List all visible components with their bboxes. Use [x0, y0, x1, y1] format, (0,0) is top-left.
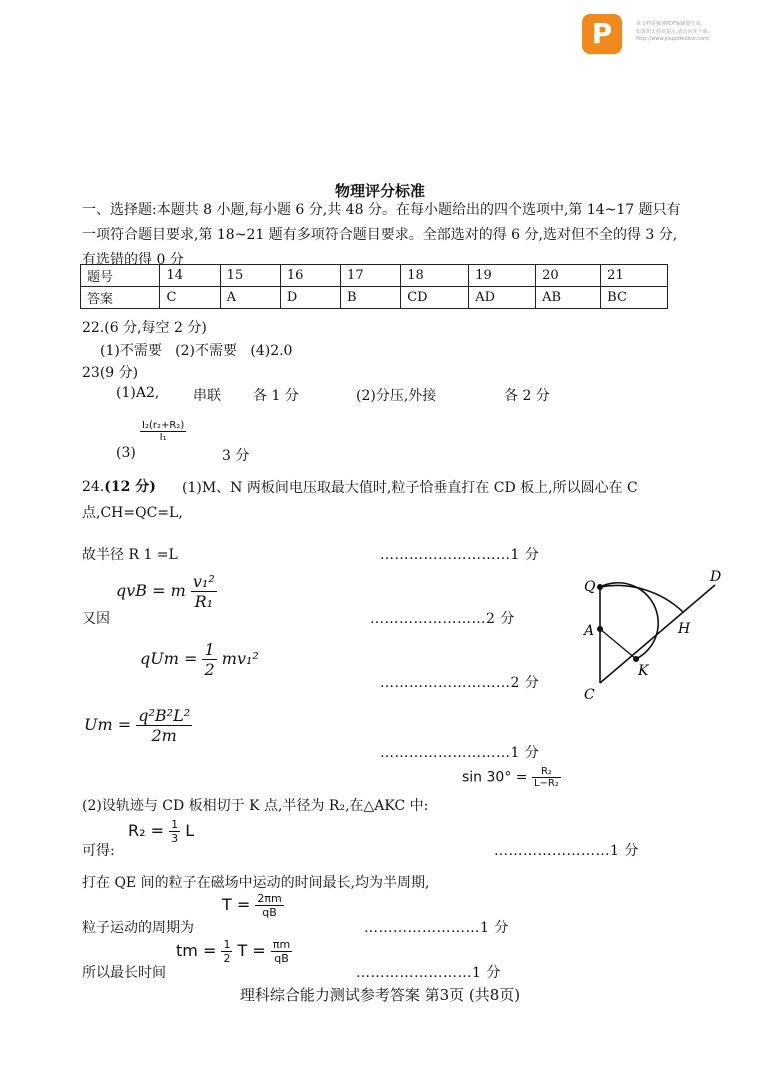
table-cell: 20	[536, 265, 601, 287]
table-cell: 19	[469, 265, 536, 287]
page-title: 物理评分标准	[334, 182, 425, 200]
point-q	[597, 584, 603, 590]
fraction-numerator: 1	[223, 938, 231, 951]
table-row-numbers	[81, 265, 668, 287]
table-header-label: 题号	[81, 265, 160, 287]
equation-lhs: Um =	[84, 715, 132, 734]
q23-part3-label: (3)	[116, 445, 136, 461]
table-cell: B	[341, 287, 401, 309]
watermark-line: 如果想去掉该提示,请访问并下载:	[636, 29, 710, 35]
score-dots: ……………………1 分	[494, 843, 639, 859]
q23-part2: (2)分压,外接	[356, 388, 437, 404]
fraction-numerator: 2πm	[257, 892, 282, 905]
table-cell: 21	[601, 265, 668, 287]
table-cell: 17	[341, 265, 401, 287]
fraction-numerator: R₂	[532, 766, 561, 778]
fraction-numerator: πm	[272, 938, 291, 951]
table-cell: 15	[220, 265, 280, 287]
table-cell: 18	[401, 265, 469, 287]
score-dots: ………………………1 分	[380, 745, 540, 761]
table-cell: AD	[469, 287, 536, 309]
radius-ak-line	[600, 629, 636, 659]
score-dots: ………………………2 分	[380, 675, 540, 691]
equation-lhs: qUm =	[140, 649, 203, 668]
qe-line: 打在 QE 间的粒子在磁场中运动的时间最长,均为半周期,	[82, 875, 430, 891]
fraction-denominator: qB	[262, 906, 277, 919]
q23-part1-score: 各 1 分	[253, 388, 299, 404]
point-a	[597, 626, 603, 632]
equation-lhs: T =	[222, 895, 256, 914]
fraction-denominator: 2	[223, 952, 231, 965]
q23-part1: (1)A2,	[116, 385, 160, 401]
q24-radius-line: 故半径 R 1 =L	[82, 547, 178, 563]
fraction-denominator: qB	[274, 952, 289, 965]
table-cell: CD	[401, 287, 469, 309]
because-label: 又因	[82, 611, 110, 627]
answer-table	[80, 264, 668, 309]
equation-energy	[140, 640, 259, 679]
score-dots: ……………………2 分	[370, 611, 515, 627]
section1-intro: 一、选择题:本题共 8 小题,每小题 6 分,共 48 分。在每小题给出的四个选项中,第 14~17 题只有一项符合题目要求,第 18~21 题有多项符合题目要求。全部选对的得 6 分,选对但不全的得 3 分,有选错的得 0 分	[82, 202, 681, 268]
label-d: D	[710, 569, 722, 585]
table-answer-label: 答案	[81, 287, 160, 309]
equation-lorentz	[116, 572, 217, 611]
equation-sin30: sin 30° = $\frac{\text{R₂}}{\text{L−R₂}}$	[462, 766, 559, 789]
score-dots: ……………………1 分	[364, 920, 509, 936]
table-cell: C	[160, 287, 220, 309]
label-h: H	[678, 621, 691, 637]
label-c: C	[584, 687, 595, 703]
equation-tail: L	[185, 821, 195, 840]
small-arc	[600, 583, 658, 659]
equation-tail: mv₁²	[221, 649, 259, 668]
fraction-numerator: v₁²	[192, 572, 215, 591]
fraction-denominator: I₁	[159, 432, 167, 443]
fraction-denominator: 2m	[151, 726, 177, 745]
label-k: K	[638, 663, 649, 679]
point-k	[633, 656, 639, 662]
q24-part2: (2)设轨迹与 CD 板相切于 K 点,半径为 R₂,在△AKC 中:	[82, 798, 429, 814]
label-q: Q	[584, 579, 596, 595]
q24-number: 24.	[82, 479, 105, 495]
equation-mid: T =	[237, 941, 271, 960]
q24-score: (12 分)	[104, 479, 156, 495]
sin-text: sin 30°	[462, 769, 512, 786]
equation-lhs: tm =	[176, 941, 222, 960]
q23-part1-b: 串联	[193, 388, 221, 404]
q23-part3-fraction	[140, 420, 186, 443]
score-dots: ……………………1 分	[356, 965, 501, 981]
equation-voltage	[84, 706, 192, 745]
fraction-numerator: 1	[204, 640, 215, 659]
fraction-denominator: L−R₂	[533, 778, 559, 789]
table-row-answers	[81, 287, 668, 309]
longest-time-label: 所以最长时间	[82, 965, 166, 981]
fraction-numerator: I₂(r₂+R₂)	[142, 420, 185, 431]
fraction-numerator: q²B²L²	[138, 706, 191, 725]
score-dots: ………………………1 分	[380, 547, 540, 563]
watermark-line: 该文档是极速PDF编辑器生成,	[636, 21, 703, 27]
pdf-editor-logo: P	[582, 14, 622, 54]
q23-part2-score: 各 2 分	[504, 388, 550, 404]
equation-period	[222, 892, 284, 919]
fraction-denominator: 3	[171, 832, 179, 845]
can-get-label: 可得:	[82, 843, 115, 859]
table-cell: D	[280, 287, 340, 309]
page-footer: 理科综合能力测试参考答案 第3页 (共8页)	[239, 986, 521, 1004]
table-cell: AB	[536, 287, 601, 309]
q22-heading: 22.(6 分,每空 2 分)	[82, 320, 207, 336]
q23-heading: 23(9 分)	[82, 365, 139, 381]
fraction-denominator: 2	[204, 660, 215, 679]
period-label: 粒子运动的周期为	[82, 920, 194, 936]
watermark-url: http://www.jisupdfeditor.com/	[636, 36, 710, 42]
label-a: A	[584, 623, 595, 639]
fraction-numerator: 1	[171, 818, 179, 831]
q22-answers: (1)不需要 (2)不需要 (4)2.0	[100, 343, 293, 359]
table-cell: 16	[280, 265, 340, 287]
equation-r2	[128, 818, 194, 845]
table-cell: A	[220, 287, 280, 309]
q24-intro: (1)M、N 两板间电压取最大值时,粒子恰垂直打在 CD 板上,所以圆心在 C 点,CH=QC=L,	[82, 480, 638, 521]
q23-part3-score: 3 分	[222, 448, 250, 464]
magnetic-field-diagram	[570, 555, 740, 705]
fraction-denominator: R₁	[194, 592, 214, 611]
equation-lhs: qvB = m	[116, 581, 186, 600]
equation-tm	[176, 938, 292, 965]
table-cell: 14	[160, 265, 220, 287]
table-cell: BC	[601, 287, 668, 309]
equation-lhs: R₂ =	[128, 821, 170, 840]
